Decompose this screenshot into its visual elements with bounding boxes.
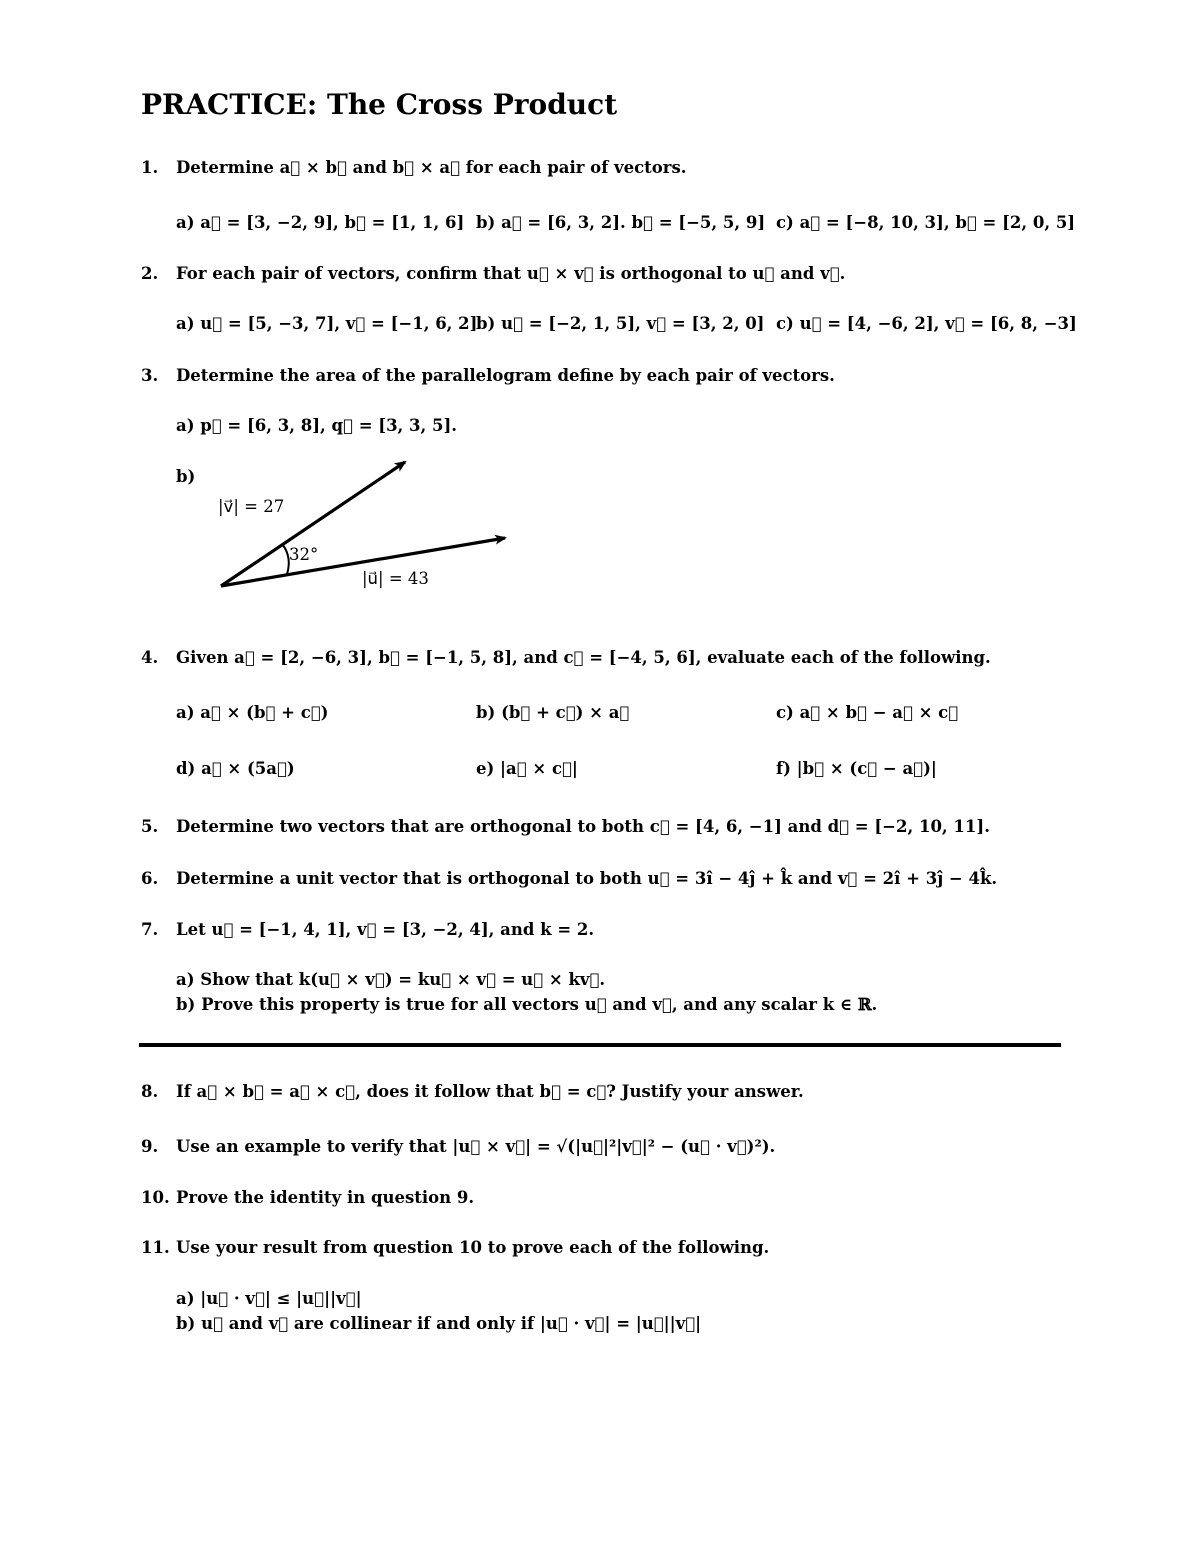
q3-part-b: b) bbox=[176, 467, 196, 486]
question-text: Let u⃗ = [−1, 4, 1], v⃗ = [3, −2, 4], and k = 2. bbox=[176, 920, 595, 939]
question-text: Prove the identity in question 9. bbox=[176, 1188, 475, 1207]
vector-diagram bbox=[200, 450, 520, 600]
question-text: Determine a unit vector that is orthogonal to both u⃗ = 3î − 4ĵ + k̂ and v⃗ = 2î + 3ĵ − 4k̂. bbox=[176, 869, 998, 888]
section-divider bbox=[139, 1043, 1061, 1047]
question-number: 2. bbox=[141, 264, 159, 283]
vector-v-arrow bbox=[221, 462, 405, 586]
q2-part-a: a) u⃗ = [5, −3, 7], v⃗ = [−1, 6, 2] bbox=[176, 314, 478, 333]
question-number: 10. bbox=[141, 1188, 170, 1207]
q4-part-f: f) |b⃗ × (c⃗ − a⃗)| bbox=[776, 759, 937, 778]
q1-part-a: a) a⃗ = [3, −2, 9], b⃗ = [1, 1, 6] bbox=[176, 213, 465, 232]
q4-part-a: a) a⃗ × (b⃗ + c⃗) bbox=[176, 703, 329, 722]
q1-part-b: b) a⃗ = [6, 3, 2]. b⃗ = [−5, 5, 9] bbox=[476, 213, 766, 232]
q2-part-c: c) u⃗ = [4, −6, 2], v⃗ = [6, 8, −3] bbox=[776, 314, 1077, 333]
q4-part-b: b) (b⃗ + c⃗) × a⃗ bbox=[476, 703, 630, 722]
question-number: 7. bbox=[141, 920, 159, 939]
q2-part-b: b) u⃗ = [−2, 1, 5], v⃗ = [3, 2, 0] bbox=[476, 314, 765, 333]
q4-part-c: c) a⃗ × b⃗ − a⃗ × c⃗ bbox=[776, 703, 959, 722]
question-text: Use your result from question 10 to prove each of the following. bbox=[176, 1238, 770, 1257]
question-text: Determine a⃗ × b⃗ and b⃗ × a⃗ for each pair of vectors. bbox=[176, 158, 687, 177]
question-text: Use an example to verify that |u⃗ × v⃗| = √(|u⃗|²|v⃗|² − (u⃗ · v⃗)²). bbox=[176, 1137, 776, 1156]
question-number: 3. bbox=[141, 366, 159, 385]
question-text: For each pair of vectors, confirm that u⃗ × v⃗ is orthogonal to u⃗ and v⃗. bbox=[176, 264, 846, 283]
q4-part-d: d) a⃗ × (5a⃗) bbox=[176, 759, 295, 778]
q7-part-a: a) Show that k(u⃗ × v⃗) = ku⃗ × v⃗ = u⃗ × kv⃗. bbox=[176, 970, 606, 989]
question-text: Given a⃗ = [2, −6, 3], b⃗ = [−1, 5, 8], and c⃗ = [−4, 5, 6], evaluate each of the following. bbox=[176, 648, 991, 667]
question-number: 9. bbox=[141, 1137, 159, 1156]
q3-part-a: a) p⃗ = [6, 3, 8], q⃗ = [3, 3, 5]. bbox=[176, 416, 458, 435]
angle-label: 32° bbox=[289, 545, 319, 564]
q11-part-a: a) |u⃗ · v⃗| ≤ |u⃗||v⃗| bbox=[176, 1289, 362, 1308]
question-text: Determine two vectors that are orthogonal to both c⃗ = [4, 6, −1] and d⃗ = [−2, 10, 11]. bbox=[176, 817, 990, 836]
question-number: 11. bbox=[141, 1238, 170, 1257]
question-text: If a⃗ × b⃗ = a⃗ × c⃗, does it follow that b⃗ = c⃗? Justify your answer. bbox=[176, 1082, 804, 1101]
vector-u-magnitude: |u⃗| = 43 bbox=[362, 569, 429, 588]
q7-part-b: b) Prove this property is true for all vectors u⃗ and v⃗, and any scalar k ∈ ℝ. bbox=[176, 995, 878, 1014]
q4-part-e: e) |a⃗ × c⃗| bbox=[476, 759, 578, 778]
question-number: 5. bbox=[141, 817, 159, 836]
vector-v-magnitude: |v⃗| = 27 bbox=[218, 497, 285, 516]
angle-arc bbox=[283, 545, 289, 574]
q1-part-c: c) a⃗ = [−8, 10, 3], b⃗ = [2, 0, 5] bbox=[776, 213, 1076, 232]
q11-part-b: b) u⃗ and v⃗ are collinear if and only if |u⃗ · v⃗| = |u⃗||v⃗| bbox=[176, 1314, 702, 1333]
page-title: PRACTICE: The Cross Product bbox=[141, 88, 618, 121]
question-number: 6. bbox=[141, 869, 159, 888]
question-number: 8. bbox=[141, 1082, 159, 1101]
question-number: 4. bbox=[141, 648, 159, 667]
question-number: 1. bbox=[141, 158, 159, 177]
question-text: Determine the area of the parallelogram define by each pair of vectors. bbox=[176, 366, 835, 385]
